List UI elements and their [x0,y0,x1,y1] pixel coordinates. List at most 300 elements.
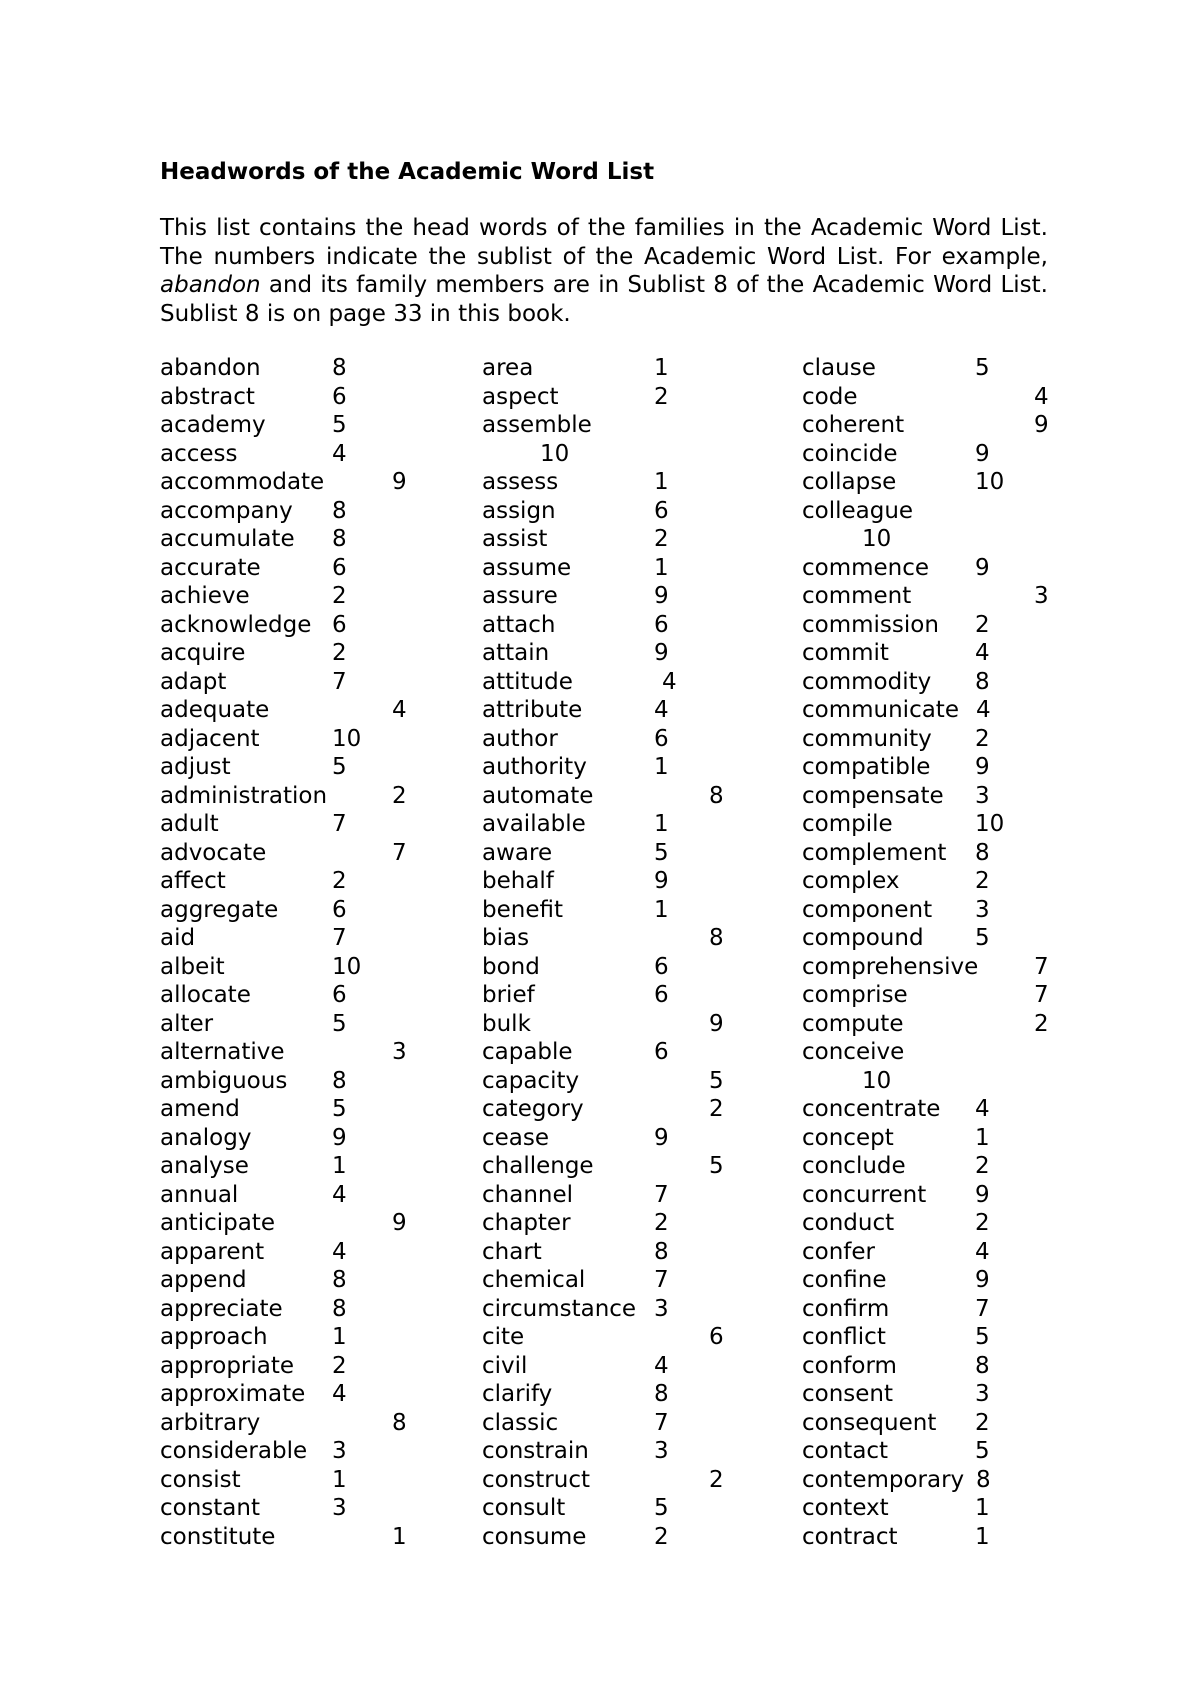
headword: constrain [482,1438,589,1464]
headword: consist [160,1466,241,1493]
headword: challenge [482,1153,594,1179]
list-item [802,1295,1102,1324]
sublist-number: 4 [975,640,990,666]
sublist-number: 8 [975,668,990,695]
headword: attitude [482,668,573,695]
list-item [802,639,1102,668]
list-item [802,411,1102,440]
sublist-number: 6 [332,383,347,410]
headword: comment [802,583,912,609]
headword: conflict [802,1324,886,1350]
list-item [482,554,782,583]
list-item [482,1494,782,1523]
headword: advocate [160,839,267,866]
headword: affect [160,868,226,894]
sublist-number: 1 [654,355,669,381]
headword: communicate [802,697,959,723]
headword: attain [482,640,550,666]
sublist-number: 6 [709,1324,724,1350]
list-item [160,468,460,497]
sublist-number: 2 [332,583,347,609]
sublist-number: 5 [975,355,990,381]
list-item [160,668,460,697]
list-item [802,440,1102,469]
list-item [160,1181,460,1210]
list-item [160,1067,460,1096]
headword: code [802,383,858,410]
headword: adult [160,811,219,837]
list-item [802,1010,1102,1039]
sublist-number: 6 [654,982,669,1008]
list-item [160,1152,460,1181]
sublist-number: 8 [654,1381,669,1407]
headword: community [802,725,932,752]
headword: accompany [160,497,293,524]
list-item [482,411,782,468]
list-item [802,1181,1102,1210]
sublist-number: 4 [332,440,347,467]
sublist-number: 2 [1034,1010,1049,1037]
list-item [160,1295,460,1324]
list-item [160,981,460,1010]
list-item [482,1295,782,1324]
headword: civil [482,1352,528,1379]
sublist-number: 10 [975,811,1005,837]
sublist-number: 1 [975,1523,990,1550]
sublist-number: 3 [975,1381,990,1407]
headword: consent [802,1381,894,1407]
list-item [802,924,1102,953]
sublist-number: 5 [654,839,669,866]
headword: compensate [802,782,944,809]
headword: comprise [802,982,908,1008]
sublist-number: 6 [654,497,669,524]
sublist-number: 6 [654,1039,669,1065]
sublist-number: 7 [1034,982,1049,1008]
list-item [482,525,782,554]
list-item [482,354,782,383]
sublist-number: 9 [654,583,669,609]
headword: context [802,1495,889,1521]
list-item [802,1523,1102,1552]
sublist-number: 10 [540,440,570,467]
list-item [160,1124,460,1153]
headword: administration [160,782,328,809]
headword: appropriate [160,1352,295,1379]
headword: component [802,896,933,923]
sublist-number: 10 [975,469,1005,495]
headword: collapse [802,469,897,495]
sublist-number: 4 [662,668,677,695]
headword: assume [482,554,572,581]
headword: commit [802,640,889,666]
headword: clarify [482,1381,553,1407]
sublist-number: 9 [392,1210,407,1236]
headword: contact [802,1438,889,1464]
list-item [802,611,1102,640]
list-item [482,1124,782,1153]
headword: chapter [482,1210,571,1236]
list-item [802,981,1102,1010]
sublist-number: 6 [332,611,347,638]
list-item [160,1523,460,1552]
sublist-number: 1 [392,1523,407,1550]
sublist-number: 10 [332,953,362,980]
headword: consequent [802,1409,937,1436]
sublist-number: 5 [975,925,990,951]
headword: adapt [160,668,227,695]
sublist-number: 8 [332,497,347,524]
sublist-number: 7 [1034,953,1049,980]
sublist-number: 8 [975,1352,990,1379]
list-item [802,1323,1102,1352]
list-item [160,440,460,469]
sublist-number: 3 [332,1438,347,1464]
list-item [482,924,782,953]
headword: bond [482,953,540,980]
sublist-number: 3 [654,1295,669,1322]
sublist-number: 4 [1034,383,1049,410]
list-item [482,867,782,896]
sublist-number: 2 [975,611,990,638]
list-item [482,1067,782,1096]
sublist-number: 7 [332,925,347,951]
headword: assign [482,497,556,524]
list-item [802,1209,1102,1238]
sublist-number: 9 [975,554,990,581]
list-item [482,782,782,811]
list-item [160,1038,460,1067]
sublist-number: 3 [654,1438,669,1464]
sublist-number: 9 [709,1010,724,1037]
list-item [160,497,460,526]
list-item [160,753,460,782]
sublist-number: 4 [332,1238,347,1265]
list-item [482,1010,782,1039]
list-item [160,839,460,868]
sublist-number: 7 [332,811,347,837]
list-item [802,1437,1102,1466]
list-item [482,383,782,412]
list-item [160,1095,460,1124]
headword: complex [802,868,900,894]
headword: compatible [802,754,931,780]
list-item [482,1152,782,1181]
headword: abstract [160,383,255,410]
sublist-number: 2 [709,1466,724,1493]
list-item [160,1010,460,1039]
headword: category [482,1096,584,1122]
sublist-number: 1 [654,754,669,780]
list-item [482,1323,782,1352]
sublist-number: 2 [654,526,669,552]
headword: coherent [802,412,905,438]
sublist-number: 9 [975,1181,990,1208]
intro-example-word: abandon [160,272,261,298]
sublist-number: 9 [332,1124,347,1151]
sublist-number: 1 [654,811,669,837]
intro-text-part2: and its family members are in Sublist 8 of the Academic Word List. Sublist 8 is on page 33 in this book. [160,272,1048,327]
headword: aware [482,839,553,866]
sublist-number: 4 [654,1352,669,1379]
headword: approach [160,1324,268,1350]
sublist-number: 5 [332,1010,347,1037]
sublist-number: 9 [392,469,407,495]
list-item [482,1238,782,1267]
headword: brief [482,982,535,1008]
sublist-number: 6 [332,554,347,581]
headword: available [482,811,586,837]
sublist-number: 5 [975,1324,990,1350]
list-item [802,896,1102,925]
list-item [160,1209,460,1238]
list-item [482,953,782,982]
list-item [802,582,1102,611]
headword: append [160,1267,247,1293]
headword: constant [160,1495,260,1521]
list-item [482,468,782,497]
list-item [160,810,460,839]
list-item [802,1380,1102,1409]
list-item [802,696,1102,725]
sublist-number: 2 [392,782,407,809]
headword: comprehensive [802,953,979,980]
headword: considerable [160,1438,308,1464]
headword: assemble [482,412,592,438]
headword: contract [802,1523,898,1550]
word-column-2 [482,354,782,1551]
list-item [482,639,782,668]
list-item [482,1352,782,1381]
list-item [482,1266,782,1295]
headword: classic [482,1409,559,1436]
list-item [160,953,460,982]
headword: accurate [160,554,261,581]
headword: alter [160,1010,214,1037]
sublist-number: 5 [709,1067,724,1094]
list-item [160,1409,460,1438]
headword: complement [802,839,947,866]
sublist-number: 8 [392,1409,407,1436]
headword: conclude [802,1153,906,1179]
headword: bulk [482,1010,531,1037]
headword: alternative [160,1039,285,1065]
sublist-number: 9 [1034,412,1049,438]
sublist-number: 2 [975,1153,990,1179]
headword: conceive [802,1039,905,1065]
sublist-number: 9 [975,440,990,467]
headword: attach [482,611,556,638]
list-item [802,1152,1102,1181]
sublist-number: 3 [975,896,990,923]
list-item [160,383,460,412]
list-item [160,867,460,896]
headword: consume [482,1523,587,1550]
headword: commission [802,611,939,638]
headword: colleague [802,497,914,524]
intro-text-part1: This list contains the head words of the families in the Academic Word List. The numbers indicate the sublist of the Academic Word List. For example, [160,215,1048,270]
sublist-number: 2 [975,868,990,894]
headword: cite [482,1324,525,1350]
list-item [482,810,782,839]
sublist-number: 7 [392,839,407,866]
sublist-number: 4 [654,697,669,723]
sublist-number: 8 [976,1466,991,1493]
list-item [482,668,782,697]
sublist-number: 3 [392,1039,407,1065]
headword: benefit [482,896,563,923]
list-item [160,639,460,668]
headword: analogy [160,1124,252,1151]
sublist-number: 6 [654,953,669,980]
list-item [802,1238,1102,1267]
headword: authority [482,754,587,780]
headword: confirm [802,1295,890,1322]
sublist-number: 2 [654,1210,669,1236]
sublist-number: 10 [862,1067,892,1094]
headword: ambiguous [160,1067,288,1094]
headword: academy [160,412,266,438]
sublist-number: 5 [332,1096,347,1122]
headword: compute [802,1010,904,1037]
list-item [160,696,460,725]
sublist-number: 9 [654,868,669,894]
headword: concept [802,1124,894,1151]
list-item [482,1437,782,1466]
list-item [802,725,1102,754]
sublist-number: 2 [709,1096,724,1122]
sublist-number: 1 [332,1153,347,1179]
list-item [482,1466,782,1495]
headword: capable [482,1039,573,1065]
headword: commence [802,554,930,581]
sublist-number: 4 [332,1181,347,1208]
list-item [160,725,460,754]
list-item [160,1380,460,1409]
list-item [802,782,1102,811]
list-item [160,1352,460,1381]
headword: coincide [802,440,898,467]
headword: area [482,355,534,381]
sublist-number: 4 [332,1381,347,1407]
headword: aid [160,925,196,951]
sublist-number: 8 [332,1295,347,1322]
headword: behalf [482,868,554,894]
sublist-number: 7 [975,1295,990,1322]
list-item [160,1466,460,1495]
sublist-number: 3 [332,1495,347,1521]
sublist-number: 2 [975,1409,990,1436]
list-item [482,696,782,725]
headword: chemical [482,1267,586,1293]
list-item [802,1124,1102,1153]
headword: compound [802,925,924,951]
list-item [802,383,1102,412]
headword: acquire [160,640,246,666]
headword: annual [160,1181,239,1208]
sublist-number: 3 [975,782,990,809]
sublist-number: 8 [332,526,347,552]
sublist-number: 6 [654,725,669,752]
sublist-number: 8 [709,925,724,951]
sublist-number: 1 [654,896,669,923]
list-item [482,1181,782,1210]
sublist-number: 6 [654,611,669,638]
headword: contemporary [802,1466,965,1493]
list-item [160,611,460,640]
list-item [482,753,782,782]
headword: compile [802,811,893,837]
headword: albeit [160,953,225,980]
word-column-3 [802,354,1102,1551]
sublist-number: 2 [332,640,347,666]
headword: analyse [160,1153,249,1179]
headword: conduct [802,1210,895,1236]
sublist-number: 4 [975,1096,990,1122]
list-item [160,896,460,925]
sublist-number: 3 [1034,583,1049,609]
headword: aspect [482,383,559,410]
headword: commodity [802,668,932,695]
headword: acknowledge [160,611,312,638]
headword: chart [482,1238,542,1265]
headword: adjust [160,754,231,780]
headword: clause [802,355,876,381]
list-item [160,582,460,611]
headword: aggregate [160,896,279,923]
sublist-number: 6 [332,896,347,923]
headword: apparent [160,1238,265,1265]
list-item [802,1095,1102,1124]
list-item [802,867,1102,896]
headword: assure [482,583,558,609]
list-item [802,554,1102,583]
headword: conform [802,1352,897,1379]
sublist-number: 10 [862,526,892,552]
list-item [482,1209,782,1238]
list-item [160,411,460,440]
list-item [482,582,782,611]
list-item [482,497,782,526]
headword: bias [482,925,530,951]
sublist-number: 2 [975,1210,990,1236]
sublist-number: 8 [709,782,724,809]
sublist-number: 2 [975,725,990,752]
sublist-number: 1 [332,1324,347,1350]
list-item [482,1523,782,1552]
list-item [160,1266,460,1295]
list-item [802,1038,1102,1095]
sublist-number: 5 [654,1495,669,1521]
sublist-number: 7 [654,1181,669,1208]
list-item [802,1352,1102,1381]
sublist-number: 5 [332,412,347,438]
headword: accommodate [160,469,325,495]
list-item [482,611,782,640]
sublist-number: 2 [654,383,669,410]
sublist-number: 5 [332,754,347,780]
list-item [160,782,460,811]
headword: accumulate [160,526,295,552]
headword: amend [160,1096,240,1122]
list-item [160,354,460,383]
sublist-number: 1 [332,1466,347,1493]
headword: confine [802,1267,887,1293]
sublist-number: 9 [654,1124,669,1151]
list-item [802,1494,1102,1523]
sublist-number: 4 [392,697,407,723]
sublist-number: 4 [975,1238,990,1265]
